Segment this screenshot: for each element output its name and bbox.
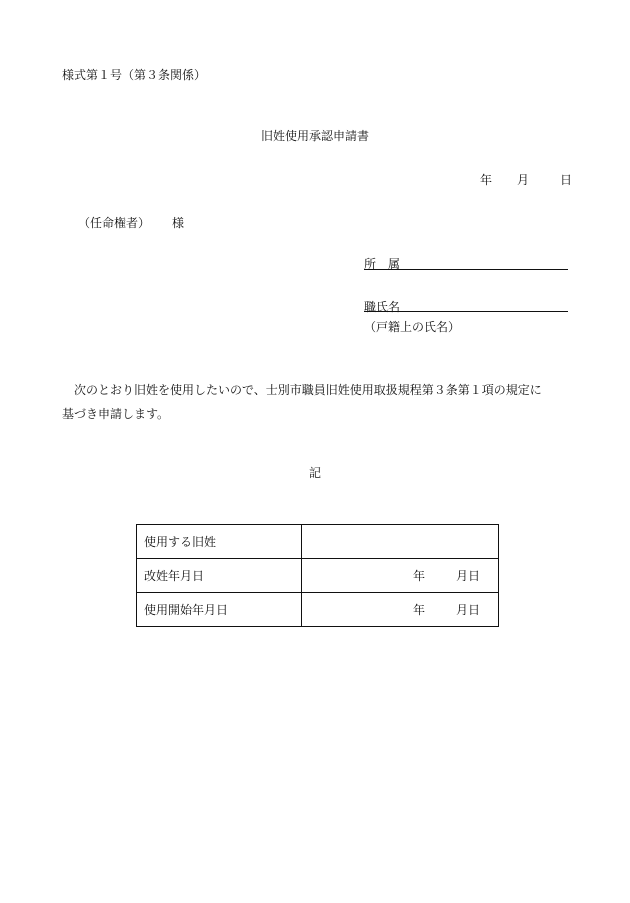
table-row bbox=[137, 559, 499, 593]
application-statement bbox=[62, 378, 570, 426]
month-label: 月 bbox=[455, 569, 468, 583]
year-label: 年 bbox=[412, 569, 425, 583]
name-change-date-label: 改姓年月日 bbox=[137, 559, 302, 593]
date-day-label: 日 bbox=[560, 173, 573, 187]
statement-line-1: 次のとおり旧姓を使用したいので、士別市職員旧姓使用取扱規程第３条第１項の規定に bbox=[74, 383, 542, 397]
day-label: 日 bbox=[467, 569, 480, 583]
usage-start-date-label: 使用開始年月日 bbox=[137, 593, 302, 627]
affiliation-label: 所 属 bbox=[364, 257, 401, 271]
addressee bbox=[78, 214, 184, 231]
details-table bbox=[136, 524, 499, 627]
document-title: 旧姓使用承認申請書 bbox=[260, 129, 369, 143]
addressee-role: （任命権者） bbox=[78, 216, 151, 230]
addressee-honorific: 様 bbox=[172, 216, 185, 230]
day-label: 日 bbox=[467, 603, 480, 617]
name-field[interactable] bbox=[364, 311, 568, 312]
statement-line-2: 基づき申請します。 bbox=[62, 407, 170, 421]
form-number: 様式第１号（第３条関係） bbox=[62, 68, 207, 82]
name-label: 職氏名 bbox=[364, 300, 401, 314]
year-label: 年 bbox=[412, 603, 425, 617]
table-row bbox=[137, 525, 499, 559]
date-month-label: 月 bbox=[517, 173, 530, 187]
former-surname-label: 使用する旧姓 bbox=[137, 525, 302, 559]
name-change-date-field[interactable] bbox=[302, 559, 499, 593]
name-note: （戸籍上の氏名） bbox=[364, 320, 461, 334]
affiliation-field[interactable] bbox=[364, 269, 568, 270]
ki-heading: 記 bbox=[308, 466, 321, 480]
former-surname-field[interactable] bbox=[302, 525, 499, 559]
table-row bbox=[137, 593, 499, 627]
date-year-label: 年 bbox=[480, 173, 493, 187]
usage-start-date-field[interactable] bbox=[302, 593, 499, 627]
month-label: 月 bbox=[455, 603, 468, 617]
application-date bbox=[480, 171, 572, 188]
